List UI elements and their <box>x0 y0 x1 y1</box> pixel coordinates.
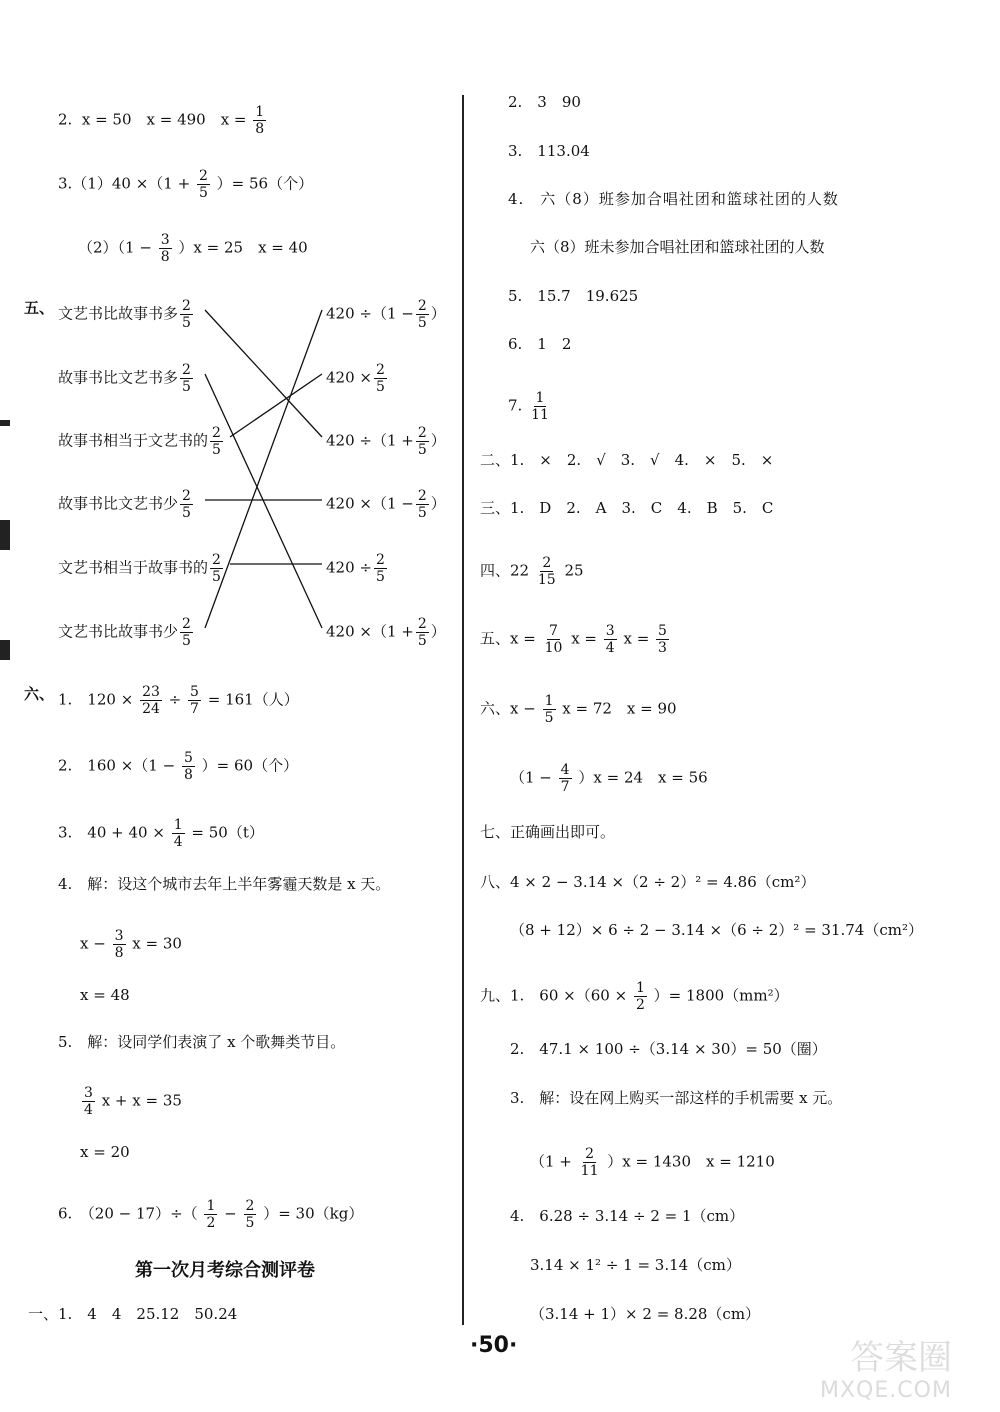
answer-line: 3. 113.04 <box>508 142 590 160</box>
match-line <box>205 374 322 628</box>
match-right-item: 420 × $\frac{2}{5}$ <box>326 362 385 395</box>
fraction: $\frac{1}{8}$ <box>255 104 265 137</box>
answer-line: $\frac{3}{4}$ x + x = 35 <box>84 1085 182 1118</box>
answer-line: 2. 47.1 × 100 ÷（3.14 × 30）= 50（圈） <box>510 1040 827 1058</box>
match-left-item: 故事书比文艺书多 $\frac{2}{5}$ <box>58 362 191 395</box>
answer-line: 三、1. D 2. A 3. C 4. B 5. C <box>480 499 774 517</box>
answer-line: （1 − $\frac{4}{7}$ ）x = 24 x = 56 <box>510 762 708 795</box>
answer-line: 4. 六（8）班参加合唱社团和篮球社团的人数 <box>508 190 839 208</box>
answer-line: 3.14 × 1² ÷ 1 = 3.14（cm） <box>530 1256 741 1274</box>
answer-line: 4. 解：设这个城市去年上半年雾霾天数是 x 天。 <box>58 875 391 893</box>
section-label: 六、 <box>24 685 55 703</box>
watermark-logo: 答案圈 <box>850 1338 952 1378</box>
answer-line: 七、正确画出即可。 <box>480 823 616 841</box>
match-left-item: 文艺书比故事书少 $\frac{2}{5}$ <box>58 616 191 649</box>
answer-line: x = 20 <box>80 1143 130 1161</box>
answer-line: x − $\frac{3}{8}$ x = 30 <box>80 928 182 961</box>
answer-line: （2）（1 − $\frac{3}{8}$ ）x = 25 x = 40 <box>78 232 308 265</box>
answer-line: 6. 1 2 <box>508 335 572 353</box>
answer-line: 2. 3 90 <box>508 93 581 111</box>
watermark <box>820 1330 995 1410</box>
answer-line: 八、4 × 2 − 3.14 ×（2 ÷ 2）² = 4.86（cm²） <box>480 873 816 891</box>
match-right-item: 420 ÷ $\frac{2}{5}$ <box>326 552 385 585</box>
answer-line: （8 + 12）× 6 ÷ 2 − 3.14 ×（6 ÷ 2）² = 31.74（cm²） <box>510 921 923 939</box>
answer-line: （1 + $\frac{2}{11}$ ）x = 1430 x = 1210 <box>530 1146 775 1179</box>
answer-line: x = 48 <box>80 986 130 1004</box>
answer-line: 六、x − $\frac{1}{5}$ x = 72 x = 90 <box>480 693 677 726</box>
answer-line: 7. $\frac{1}{11}$ <box>508 390 549 423</box>
answer-line: 1. 120 × $\frac{23}{24}$ ÷ $\frac{5}{7}$ = 161（人） <box>58 684 299 717</box>
answer-line: 九、1. 60 ×（60 × $\frac{1}{2}$ ）= 1800（mm²） <box>480 980 789 1013</box>
answer-line: 2. x = 50 x = 490 x = $\frac{1}{8}$ <box>58 104 265 137</box>
answer-line: 3. 40 + 40 × $\frac{1}{4}$ = 50（t） <box>58 817 264 850</box>
fraction: $\frac{3}{8}$ <box>160 232 170 265</box>
answer-line: 6. （20 − 17）÷（ $\frac{1}{2}$ − $\frac{2}{5}$ ）= 30（kg） <box>58 1198 364 1231</box>
answer-line: （3.14 + 1）× 2 = 8.28（cm） <box>530 1305 761 1323</box>
match-left-item: 文艺书相当于故事书的 $\frac{2}{5}$ <box>58 552 221 585</box>
match-right-item: 420 ×（1 − $\frac{2}{5}$ ） <box>326 488 446 521</box>
match-left-item: 故事书比文艺书少 $\frac{2}{5}$ <box>58 488 191 521</box>
match-line <box>205 310 322 628</box>
match-right-item: 420 ÷（1 + $\frac{2}{5}$ ） <box>326 425 446 458</box>
match-left-item: 故事书相当于文艺书的 $\frac{2}{5}$ <box>58 425 221 458</box>
answer-line: 2. 160 ×（1 − $\frac{5}{8}$ ）= 60（个） <box>58 750 299 783</box>
fraction: $\frac{2}{5}$ <box>198 168 208 201</box>
match-line <box>230 374 322 437</box>
match-left-item: 文艺书比故事书多 $\frac{2}{5}$ <box>58 298 191 331</box>
answer-line: 3. 解：设在网上购买一部这样的手机需要 x 元。 <box>510 1089 843 1107</box>
answer-line: 5. 解：设同学们表演了 x 个歌舞类节目。 <box>58 1033 346 1051</box>
match-line <box>205 310 322 437</box>
section-title: 第一次月考综合测评卷 <box>135 1260 315 1281</box>
answer-line: 二、1. × 2. √ 3. √ 4. × 5. × <box>480 451 774 469</box>
section-label: 五、 <box>24 299 55 317</box>
answer-line: 5. 15.7 19.625 <box>508 287 639 305</box>
answer-line: 五、x = $\frac{7}{10}$ x = $\frac{3}{4}$ x = $\frac{5}{3}$ <box>480 623 667 656</box>
answer-line: 四、22 $\frac{2}{15}$ 25 <box>480 555 584 588</box>
answer-line: 六（8）班未参加合唱社团和篮球社团的人数 <box>530 238 825 256</box>
watermark-url: MXQE.COM <box>820 1378 952 1403</box>
match-right-item: 420 ÷（1 − $\frac{2}{5}$ ） <box>326 298 446 331</box>
page-number: ·50· <box>470 1333 518 1358</box>
answer-line: 3.（1）40 ×（1 + $\frac{2}{5}$ ）= 56（个） <box>58 168 314 201</box>
answer-line: 一、1. 4 4 25.12 50.24 <box>28 1305 238 1323</box>
match-right-item: 420 ×（1 + $\frac{2}{5}$ ） <box>326 616 446 649</box>
answer-line: 4. 6.28 ÷ 3.14 ÷ 2 = 1（cm） <box>510 1207 745 1225</box>
